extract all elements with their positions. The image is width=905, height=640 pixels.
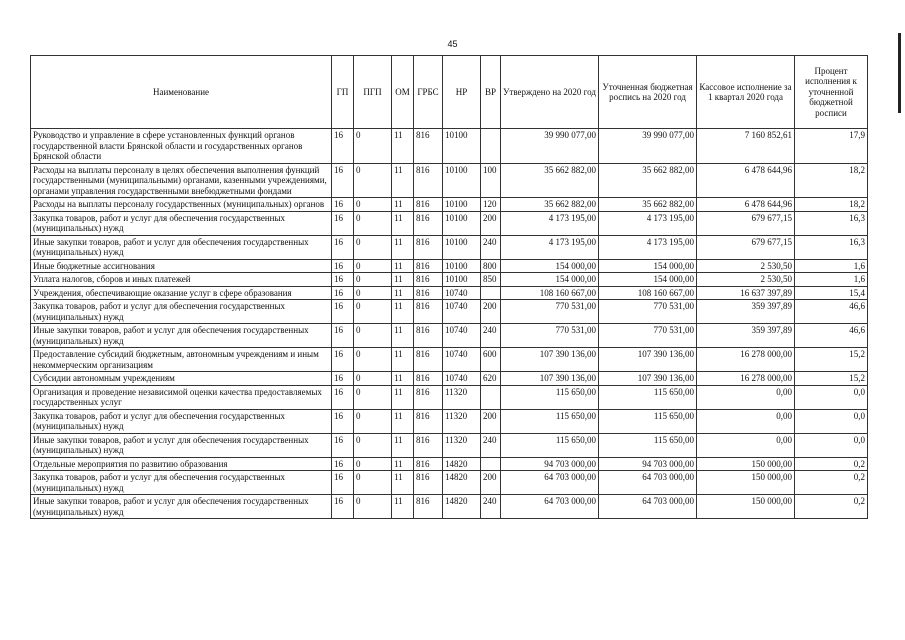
cell-percent: 0,2 <box>795 495 868 519</box>
cell-nr: 10740 <box>443 372 481 386</box>
cell-name: Закупка товаров, работ и услуг для обеспечения государственных (муниципальных) нужд <box>31 471 332 495</box>
cell-vr: 600 <box>481 348 501 372</box>
cell-name: Иные бюджетные ассигнования <box>31 259 332 273</box>
cell-om: 11 <box>392 348 414 372</box>
cell-pgp: 0 <box>354 211 392 235</box>
cell-executed: 0,00 <box>697 385 795 409</box>
cell-approved: 107 390 136,00 <box>501 372 599 386</box>
cell-nr: 10100 <box>443 273 481 287</box>
cell-approved: 108 160 667,00 <box>501 286 599 300</box>
cell-gp: 16 <box>332 385 354 409</box>
cell-nr: 14820 <box>443 495 481 519</box>
cell-refined: 115 650,00 <box>599 385 697 409</box>
cell-executed: 150 000,00 <box>697 495 795 519</box>
table-row <box>31 433 868 457</box>
cell-nr: 10100 <box>443 129 481 164</box>
budget-table <box>30 55 868 519</box>
header-refined: Уточненная бюджетная роспись на 2020 год <box>599 56 697 129</box>
cell-gp: 16 <box>332 457 354 471</box>
cell-refined: 115 650,00 <box>599 433 697 457</box>
cell-pgp: 0 <box>354 163 392 198</box>
cell-gp: 16 <box>332 259 354 273</box>
cell-percent: 0,2 <box>795 457 868 471</box>
cell-refined: 64 703 000,00 <box>599 471 697 495</box>
cell-refined: 107 390 136,00 <box>599 348 697 372</box>
cell-vr: 620 <box>481 372 501 386</box>
cell-percent: 18,2 <box>795 163 868 198</box>
cell-pgp: 0 <box>354 235 392 259</box>
cell-pgp: 0 <box>354 348 392 372</box>
cell-gp: 16 <box>332 211 354 235</box>
cell-pgp: 0 <box>354 385 392 409</box>
cell-percent: 17,9 <box>795 129 868 164</box>
cell-pgp: 0 <box>354 259 392 273</box>
cell-executed: 150 000,00 <box>697 471 795 495</box>
table-row <box>31 348 868 372</box>
cell-vr: 200 <box>481 300 501 324</box>
cell-approved: 154 000,00 <box>501 273 599 287</box>
cell-vr: 240 <box>481 324 501 348</box>
cell-vr: 200 <box>481 409 501 433</box>
table-row <box>31 471 868 495</box>
cell-om: 11 <box>392 235 414 259</box>
header-gp: ГП <box>332 56 354 129</box>
cell-name: Закупка товаров, работ и услуг для обеспечения государственных (муниципальных) нужд <box>31 300 332 324</box>
cell-grbs: 816 <box>414 495 443 519</box>
cell-gp: 16 <box>332 372 354 386</box>
header-pgp: ПГП <box>354 56 392 129</box>
cell-vr: 850 <box>481 273 501 287</box>
cell-executed: 0,00 <box>697 433 795 457</box>
cell-gp: 16 <box>332 235 354 259</box>
cell-vr <box>481 129 501 164</box>
header-vr: ВР <box>481 56 501 129</box>
cell-executed: 150 000,00 <box>697 457 795 471</box>
cell-nr: 10100 <box>443 163 481 198</box>
cell-executed: 2 530,50 <box>697 259 795 273</box>
cell-nr: 10740 <box>443 348 481 372</box>
cell-refined: 108 160 667,00 <box>599 286 697 300</box>
cell-refined: 94 703 000,00 <box>599 457 697 471</box>
cell-gp: 16 <box>332 163 354 198</box>
cell-pgp: 0 <box>354 409 392 433</box>
edge-mark <box>898 33 901 113</box>
cell-om: 11 <box>392 385 414 409</box>
cell-executed: 359 397,89 <box>697 324 795 348</box>
cell-name: Закупка товаров, работ и услуг для обеспечения государственных (муниципальных) нужд <box>31 409 332 433</box>
cell-om: 11 <box>392 471 414 495</box>
cell-gp: 16 <box>332 273 354 287</box>
cell-name: Расходы на выплаты персоналу государственных (муниципальных) органов <box>31 198 332 212</box>
header-nr: НР <box>443 56 481 129</box>
cell-approved: 39 990 077,00 <box>501 129 599 164</box>
header-executed: Кассовое исполнение за 1 квартал 2020 года <box>697 56 795 129</box>
cell-gp: 16 <box>332 286 354 300</box>
page-number: 45 <box>447 39 458 49</box>
cell-executed: 16 278 000,00 <box>697 372 795 386</box>
table-row <box>31 198 868 212</box>
cell-executed: 679 677,15 <box>697 211 795 235</box>
cell-pgp: 0 <box>354 273 392 287</box>
cell-vr: 120 <box>481 198 501 212</box>
cell-vr: 240 <box>481 495 501 519</box>
cell-om: 11 <box>392 372 414 386</box>
table-row <box>31 409 868 433</box>
cell-pgp: 0 <box>354 372 392 386</box>
cell-gp: 16 <box>332 129 354 164</box>
cell-refined: 4 173 195,00 <box>599 235 697 259</box>
cell-grbs: 816 <box>414 372 443 386</box>
cell-vr: 800 <box>481 259 501 273</box>
cell-executed: 679 677,15 <box>697 235 795 259</box>
cell-grbs: 816 <box>414 129 443 164</box>
cell-percent: 15,4 <box>795 286 868 300</box>
cell-approved: 107 390 136,00 <box>501 348 599 372</box>
cell-percent: 46,6 <box>795 324 868 348</box>
cell-nr: 10740 <box>443 286 481 300</box>
table-row <box>31 495 868 519</box>
cell-om: 11 <box>392 211 414 235</box>
cell-approved: 115 650,00 <box>501 409 599 433</box>
header-om: ОМ <box>392 56 414 129</box>
cell-approved: 770 531,00 <box>501 300 599 324</box>
cell-executed: 16 278 000,00 <box>697 348 795 372</box>
cell-name: Предоставление субсидий бюджетным, автономным учреждениям и иным некоммерческим организациям <box>31 348 332 372</box>
cell-grbs: 816 <box>414 163 443 198</box>
table-row <box>31 235 868 259</box>
cell-percent: 46,6 <box>795 300 868 324</box>
cell-gp: 16 <box>332 495 354 519</box>
cell-om: 11 <box>392 433 414 457</box>
cell-percent: 0,0 <box>795 433 868 457</box>
cell-executed: 6 478 644,96 <box>697 163 795 198</box>
cell-refined: 770 531,00 <box>599 324 697 348</box>
cell-nr: 10100 <box>443 211 481 235</box>
cell-name: Иные закупки товаров, работ и услуг для обеспечения государственных (муниципальных) нужд <box>31 495 332 519</box>
cell-pgp: 0 <box>354 324 392 348</box>
cell-pgp: 0 <box>354 457 392 471</box>
cell-executed: 0,00 <box>697 409 795 433</box>
cell-grbs: 816 <box>414 471 443 495</box>
cell-om: 11 <box>392 409 414 433</box>
cell-name: Закупка товаров, работ и услуг для обеспечения государственных (муниципальных) нужд <box>31 211 332 235</box>
cell-grbs: 816 <box>414 286 443 300</box>
cell-pgp: 0 <box>354 286 392 300</box>
cell-vr <box>481 457 501 471</box>
cell-name: Расходы на выплаты персоналу в целях обеспечения выполнения функций государственными (муниципальными) органами, казенными учреждениями, органами управления государственными внебюджетными фондами <box>31 163 332 198</box>
cell-name: Организация и проведение независимой оценки качества предоставляемых государственных услуг <box>31 385 332 409</box>
cell-percent: 18,2 <box>795 198 868 212</box>
cell-refined: 770 531,00 <box>599 300 697 324</box>
cell-approved: 94 703 000,00 <box>501 457 599 471</box>
cell-vr <box>481 385 501 409</box>
cell-percent: 0,2 <box>795 471 868 495</box>
cell-nr: 14820 <box>443 471 481 495</box>
cell-nr: 11320 <box>443 433 481 457</box>
table-row <box>31 457 868 471</box>
cell-refined: 64 703 000,00 <box>599 495 697 519</box>
cell-vr: 240 <box>481 235 501 259</box>
cell-refined: 35 662 882,00 <box>599 163 697 198</box>
cell-name: Иные закупки товаров, работ и услуг для обеспечения государственных (муниципальных) нужд <box>31 433 332 457</box>
cell-grbs: 816 <box>414 300 443 324</box>
cell-nr: 10740 <box>443 324 481 348</box>
cell-approved: 115 650,00 <box>501 433 599 457</box>
cell-name: Иные закупки товаров, работ и услуг для обеспечения государственных (муниципальных) нужд <box>31 324 332 348</box>
cell-refined: 35 662 882,00 <box>599 198 697 212</box>
table-row <box>31 372 868 386</box>
cell-approved: 154 000,00 <box>501 259 599 273</box>
cell-gp: 16 <box>332 471 354 495</box>
cell-om: 11 <box>392 198 414 212</box>
cell-percent: 16,3 <box>795 235 868 259</box>
table-row <box>31 129 868 164</box>
cell-pgp: 0 <box>354 433 392 457</box>
cell-refined: 39 990 077,00 <box>599 129 697 164</box>
cell-refined: 4 173 195,00 <box>599 211 697 235</box>
cell-vr: 100 <box>481 163 501 198</box>
cell-pgp: 0 <box>354 471 392 495</box>
cell-gp: 16 <box>332 348 354 372</box>
cell-om: 11 <box>392 163 414 198</box>
cell-nr: 11320 <box>443 409 481 433</box>
cell-om: 11 <box>392 300 414 324</box>
cell-om: 11 <box>392 286 414 300</box>
cell-approved: 64 703 000,00 <box>501 495 599 519</box>
cell-grbs: 816 <box>414 324 443 348</box>
cell-name: Отдельные мероприятия по развитию образования <box>31 457 332 471</box>
cell-name: Учреждения, обеспечивающие оказание услуг в сфере образования <box>31 286 332 300</box>
cell-pgp: 0 <box>354 198 392 212</box>
cell-approved: 115 650,00 <box>501 385 599 409</box>
header-percent: Процент исполнения к уточненной бюджетной росписи <box>795 56 868 129</box>
cell-grbs: 816 <box>414 409 443 433</box>
header-name: Наименование <box>31 56 332 129</box>
cell-om: 11 <box>392 457 414 471</box>
cell-executed: 2 530,50 <box>697 273 795 287</box>
cell-grbs: 816 <box>414 273 443 287</box>
cell-approved: 770 531,00 <box>501 324 599 348</box>
table-row <box>31 286 868 300</box>
cell-nr: 10100 <box>443 198 481 212</box>
cell-refined: 154 000,00 <box>599 259 697 273</box>
cell-pgp: 0 <box>354 129 392 164</box>
cell-vr: 200 <box>481 211 501 235</box>
table-row <box>31 273 868 287</box>
table-row <box>31 163 868 198</box>
cell-executed: 7 160 852,61 <box>697 129 795 164</box>
cell-percent: 0,0 <box>795 385 868 409</box>
cell-pgp: 0 <box>354 495 392 519</box>
cell-vr: 240 <box>481 433 501 457</box>
cell-om: 11 <box>392 259 414 273</box>
cell-nr: 10740 <box>443 300 481 324</box>
cell-nr: 14820 <box>443 457 481 471</box>
cell-refined: 154 000,00 <box>599 273 697 287</box>
cell-approved: 64 703 000,00 <box>501 471 599 495</box>
cell-om: 11 <box>392 495 414 519</box>
cell-name: Руководство и управление в сфере установленных функций органов государственной власти Брянской области и государственных органов Брянской области <box>31 129 332 164</box>
cell-om: 11 <box>392 273 414 287</box>
cell-grbs: 816 <box>414 211 443 235</box>
cell-om: 11 <box>392 129 414 164</box>
cell-gp: 16 <box>332 324 354 348</box>
cell-percent: 16,3 <box>795 211 868 235</box>
cell-nr: 11320 <box>443 385 481 409</box>
cell-percent: 0,0 <box>795 409 868 433</box>
cell-approved: 4 173 195,00 <box>501 235 599 259</box>
cell-gp: 16 <box>332 300 354 324</box>
cell-grbs: 816 <box>414 457 443 471</box>
cell-gp: 16 <box>332 409 354 433</box>
table-row <box>31 300 868 324</box>
cell-nr: 10100 <box>443 259 481 273</box>
cell-percent: 1,6 <box>795 273 868 287</box>
header-row <box>31 56 868 129</box>
cell-executed: 6 478 644,96 <box>697 198 795 212</box>
cell-vr <box>481 286 501 300</box>
cell-approved: 4 173 195,00 <box>501 211 599 235</box>
cell-percent: 15,2 <box>795 372 868 386</box>
cell-nr: 10100 <box>443 235 481 259</box>
cell-percent: 15,2 <box>795 348 868 372</box>
cell-gp: 16 <box>332 433 354 457</box>
cell-executed: 16 637 397,89 <box>697 286 795 300</box>
cell-percent: 1,6 <box>795 259 868 273</box>
table-row <box>31 324 868 348</box>
cell-grbs: 816 <box>414 348 443 372</box>
cell-grbs: 816 <box>414 235 443 259</box>
cell-name: Субсидии автономным учреждениям <box>31 372 332 386</box>
cell-refined: 115 650,00 <box>599 409 697 433</box>
cell-vr: 200 <box>481 471 501 495</box>
cell-gp: 16 <box>332 198 354 212</box>
cell-grbs: 816 <box>414 385 443 409</box>
table-row <box>31 385 868 409</box>
table-row <box>31 211 868 235</box>
cell-executed: 359 397,89 <box>697 300 795 324</box>
cell-approved: 35 662 882,00 <box>501 198 599 212</box>
cell-pgp: 0 <box>354 300 392 324</box>
header-approved: Утверждено на 2020 год <box>501 56 599 129</box>
cell-name: Уплата налогов, сборов и иных платежей <box>31 273 332 287</box>
cell-grbs: 816 <box>414 433 443 457</box>
cell-grbs: 816 <box>414 259 443 273</box>
cell-om: 11 <box>392 324 414 348</box>
header-grbs: ГРБС <box>414 56 443 129</box>
cell-refined: 107 390 136,00 <box>599 372 697 386</box>
cell-grbs: 816 <box>414 198 443 212</box>
cell-name: Иные закупки товаров, работ и услуг для обеспечения государственных (муниципальных) нужд <box>31 235 332 259</box>
table-row <box>31 259 868 273</box>
cell-approved: 35 662 882,00 <box>501 163 599 198</box>
